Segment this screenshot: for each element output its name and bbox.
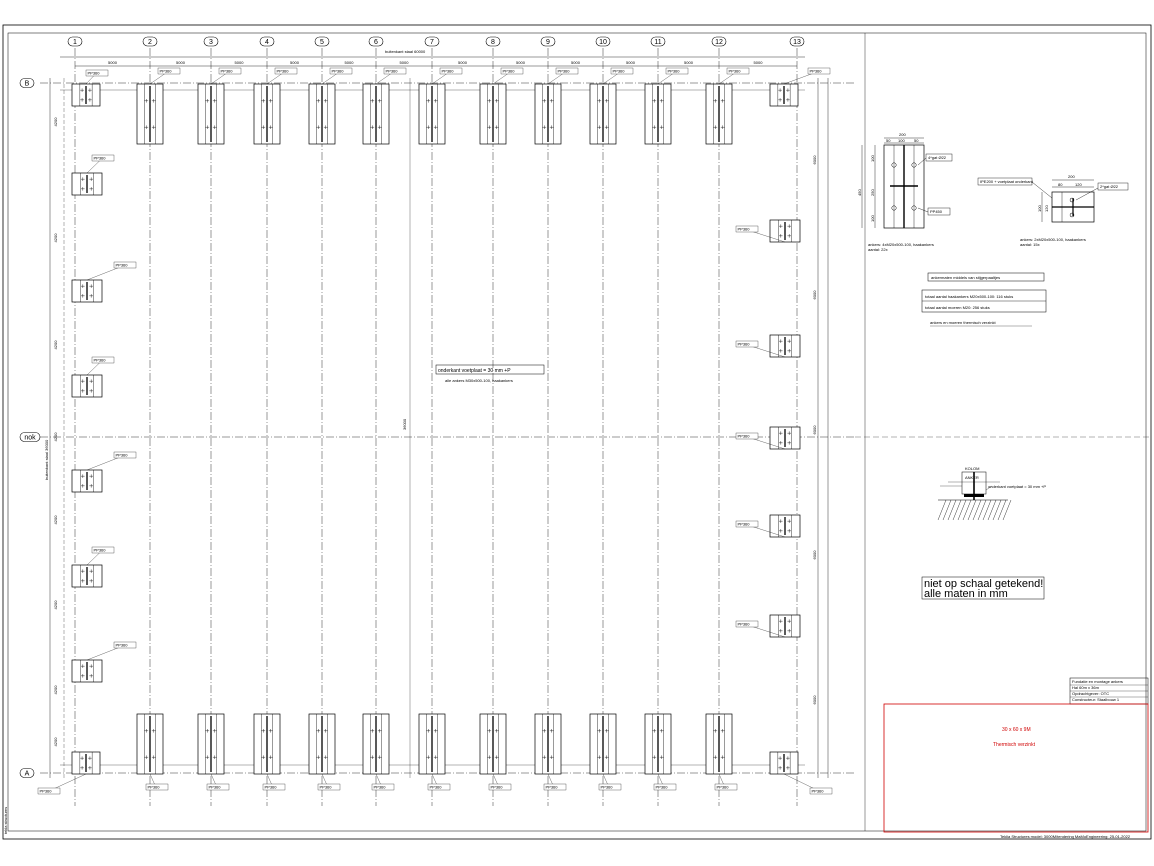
detail1-bolt-label: 4*gat Ø22 [928,155,947,160]
axis-bubble-9 [541,37,555,46]
axis-bubble-row-bottom [20,769,34,778]
svg-text:100: 100 [870,215,875,222]
svg-text:PP360: PP360 [429,784,442,790]
svg-text:PP360: PP360 [737,433,750,439]
span-dim-11: 5000 [684,60,693,65]
axis-bubble-6 [369,37,383,46]
svg-text:PP360: PP360 [612,68,625,74]
base-plate-bottom-10 [590,714,621,790]
base-plate-top-10 [590,68,633,144]
svg-text:nok: nok [24,434,36,442]
svg-text:10: 10 [599,39,607,46]
svg-text:PP360: PP360 [147,784,160,790]
svg-text:120: 120 [1044,205,1049,212]
svg-text:PP360: PP360 [373,784,386,790]
svg-text:PP360: PP360 [655,784,668,790]
summary-title: ankermaten middels van stijgerpaaltjes [931,275,1001,280]
title-row-4: Constructeur: Staalbouw 1 [1072,697,1120,702]
spec-line1: 30 x 60 x 9M [1002,727,1031,733]
span-dim-1: 5000 [108,60,117,65]
base-plate-bottom-8 [480,714,511,790]
ground-hatch-1 [938,500,946,520]
detail2-title-label: IPE200 + voetplaat onderkant [980,179,1033,184]
span-dim-4: 5000 [290,60,299,65]
left-margin-text: tekla structures [3,806,8,834]
svg-text:450: 450 [857,189,862,196]
side-dim-left-8: 4200 [53,737,58,747]
axis-bubble-11 [651,37,665,46]
ground-hatch-8 [973,500,981,520]
svg-text:PP360: PP360 [39,788,52,794]
grid-lines [40,48,1150,806]
base-plate-top-7 [419,68,462,144]
svg-text:PP360: PP360 [276,68,289,74]
side-dim-right-2: 6000 [812,290,817,300]
axis-bubble-13 [790,37,804,46]
svg-text:PP360: PP360 [809,68,822,74]
axis-bubble-3 [204,37,218,46]
axis-bubble-4 [260,37,274,46]
side-dim-right-3: 6000 [812,425,817,435]
svg-text:PP360: PP360 [87,70,100,76]
span-dim-7: 5000 [458,60,467,65]
overall-width-label: buitenkant staal 60000 [385,49,426,54]
span-dim-2: 5000 [176,60,185,65]
side-dim-right-5: 6000 [812,695,817,705]
side-plate-left-1 [72,155,114,195]
ground-hatch-9 [978,500,986,520]
svg-text:PP360: PP360 [93,155,106,161]
axis-bubble-7 [425,37,439,46]
side-plate-left-3 [72,357,114,397]
axis-bubble-8 [486,37,500,46]
spec-line2: Thermisch verzinkt [993,742,1035,748]
side-plate-right-4 [736,515,800,537]
svg-text:5: 5 [320,39,324,46]
svg-text:80: 80 [1058,182,1063,187]
span-dim-3: 5000 [234,60,244,65]
side-dim-right-1: 6000 [812,155,817,165]
title-row-3: Opdrachtgever: OTC [1072,691,1110,696]
svg-text:100: 100 [898,138,905,143]
side-dim-left-1: 4200 [53,117,58,127]
svg-text:PP360: PP360 [737,621,750,627]
span-dim-12: 5000 [753,60,763,65]
base-plate-bottom-5 [309,714,340,790]
ground-hatch-12 [993,500,1001,520]
svg-text:PP360: PP360 [441,68,454,74]
axis-bubble-row-top [20,79,34,88]
base-plate-top-3 [198,68,241,144]
side-plate-right-1 [736,220,800,242]
base-plate-top-9 [535,68,578,144]
svg-text:9: 9 [546,39,550,46]
note-line1: niet op schaal getekend! [924,578,1044,590]
side-dimensions [53,117,817,747]
svg-text:50: 50 [886,138,891,143]
base-plate-top-8 [480,68,523,144]
svg-text:12: 12 [715,39,723,46]
span-dim-8: 5000 [516,60,525,65]
svg-text:2: 2 [148,39,152,46]
base-plate-bottom-2 [137,714,168,790]
base-plate-bottom-9 [535,714,566,790]
svg-text:200: 200 [899,132,906,137]
detail-1 [857,132,952,252]
side-plate-right-5 [736,615,800,637]
summary-line2: totaal aantal moeren M20: 256 stuks [925,305,990,310]
ground-hatch-10 [983,500,991,520]
detail1-anchor-line1: ankers: 4xM20x500-100, haakankers [868,242,934,247]
footer-text: Teklia Structures model: 3000M/tendering MaMoEngineering: 25-01-2022 [1000,834,1131,839]
span-dim-6: 5000 [399,60,409,65]
base-plate-bottom-3 [198,714,229,790]
base-plate-corner-b1 [72,70,108,106]
side-dim-left-4: 4200 [53,432,58,442]
title-row-2: Hal 60m x 36m [1072,685,1099,690]
side-plate-right-2 [736,335,800,357]
axis-bubble-12 [712,37,726,46]
svg-text:6: 6 [374,39,378,46]
svg-text:PP360: PP360 [557,68,570,74]
ground-hatch-3 [948,500,956,520]
svg-text:4: 4 [265,39,269,46]
summary-line1: totaal aantal haakankers M20x500-100: 116 stuks [925,294,1014,299]
axis-bubble-2 [143,37,157,46]
title-block [884,678,1148,832]
svg-text:1: 1 [73,39,77,46]
ground-hatch-11 [988,500,996,520]
summary-note: ankers en moeren thermisch verzinkt [930,320,996,325]
base-plate-bottom-4 [254,714,285,790]
svg-text:PP360: PP360 [737,226,750,232]
base-plate-top-4 [254,68,297,144]
ground-hatch-7 [968,500,976,520]
svg-text:250: 250 [870,189,875,196]
base-plate-bottom-12 [706,714,737,790]
center-note: onderkant voetplaat = 30 mm +P [438,368,511,374]
svg-text:PP360: PP360 [490,784,503,790]
side-plate-right-3 [736,427,800,449]
side-base-plates [72,155,800,682]
title-row-1: Fundatie en montage ankers [1072,679,1123,684]
svg-text:PP360: PP360 [667,68,680,74]
svg-text:PP360: PP360 [115,452,128,458]
side-dim-left-3: 4200 [53,340,58,350]
span-dimensions [108,60,763,65]
span-dim-5: 5000 [344,60,354,65]
svg-text:13: 13 [793,39,801,46]
svg-text:100: 100 [1037,205,1042,212]
svg-text:120: 120 [1075,182,1082,187]
side-plate-left-5 [72,547,114,587]
svg-text:7: 7 [430,39,434,46]
svg-text:8: 8 [491,39,495,46]
svg-text:PP360: PP360 [716,784,729,790]
svg-text:PP360: PP360 [811,788,824,794]
svg-text:PP360: PP360 [737,521,750,527]
svg-text:50: 50 [914,138,919,143]
base-plate-top-11 [645,68,688,144]
span-dim-10: 5000 [626,60,635,65]
axis-bubbles [20,37,804,778]
svg-text:ANKER: ANKER [965,475,979,480]
svg-text:11: 11 [654,39,662,46]
base-plate-top-5 [309,68,352,144]
note-line2: alle maten in mm [924,588,1008,600]
axis-bubble-5 [315,37,329,46]
svg-text:PP360: PP360 [115,642,128,648]
detail2-anchor-line1: ankers: 2xM20x500-100, haakankers [1020,237,1086,242]
center-subnote: alle ankers M30x500-100, haakankers [445,378,513,383]
section-detail [938,466,1046,520]
axis-bubble-row-middle [20,433,40,442]
base-plate-bottom-6 [363,714,394,790]
svg-text:A: A [24,770,30,778]
svg-text:PP360: PP360 [385,68,398,74]
ground-hatch-5 [958,500,966,520]
svg-text:KOLOM: KOLOM [965,466,980,471]
svg-text:PP360: PP360 [115,262,128,268]
svg-text:PP360: PP360 [220,68,233,74]
detail1-plate-label: PP450 [930,209,943,214]
section-note: onderkant voetplaat = 30 mm +P [988,484,1047,489]
side-dim-left-7: 4200 [53,685,58,695]
svg-text:PP360: PP360 [93,547,106,553]
base-plate-bottom-7 [419,714,450,790]
svg-text:PP360: PP360 [728,68,741,74]
side-dim-left-5: 4200 [53,515,58,525]
detail2-anchor-line2: aantal: 15x [1020,242,1040,247]
base-plate-top-2 [137,68,180,144]
side-plate-left-4 [72,452,136,492]
svg-text:PP360: PP360 [159,68,172,74]
svg-text:PP360: PP360 [502,68,515,74]
ground-hatch-6 [963,500,971,520]
outer-frame [3,25,1151,839]
side-plate-left-2 [72,262,136,302]
span-dim-9: 5000 [571,60,580,65]
svg-text:PP360: PP360 [208,784,221,790]
axis-bubble-10 [596,37,610,46]
svg-text:PP360: PP360 [545,784,558,790]
axis-bubble-1 [68,37,82,46]
svg-text:PP360: PP360 [319,784,332,790]
svg-text:B: B [24,80,30,88]
svg-text:3: 3 [209,39,213,46]
ground-hatch-13 [998,500,1006,520]
svg-text:100: 100 [870,155,875,162]
ground-hatch-2 [943,500,951,520]
svg-text:200: 200 [1068,174,1075,179]
base-plate-corner-b13 [770,68,830,106]
base-plate-top-6 [363,68,406,144]
svg-text:PP360: PP360 [737,341,750,347]
ground-hatch-14 [1003,500,1011,520]
svg-text:PP360: PP360 [600,784,613,790]
center-dimension: 36000 [402,418,407,430]
base-plate-bottom-11 [645,714,676,790]
side-plate-left-6 [72,642,136,682]
svg-text:PP360: PP360 [331,68,344,74]
ground-hatch-4 [953,500,961,520]
detail1-anchor-line2: aantal: 22x [868,247,888,252]
inner-frame [8,33,1146,831]
side-dim-left-6: 4200 [53,600,58,610]
base-plates [38,68,832,794]
svg-text:PP360: PP360 [93,357,106,363]
side-dim-right-4: 6000 [812,550,817,560]
base-plate-top-12 [706,68,749,144]
side-length-label: buitenkant staal 36000 [44,439,49,480]
svg-text:PP360: PP360 [264,784,277,790]
side-dim-left-2: 4200 [53,233,58,243]
detail2-bolt-label: 2*gat Ø22 [1100,184,1119,189]
detail-2 [978,174,1128,247]
